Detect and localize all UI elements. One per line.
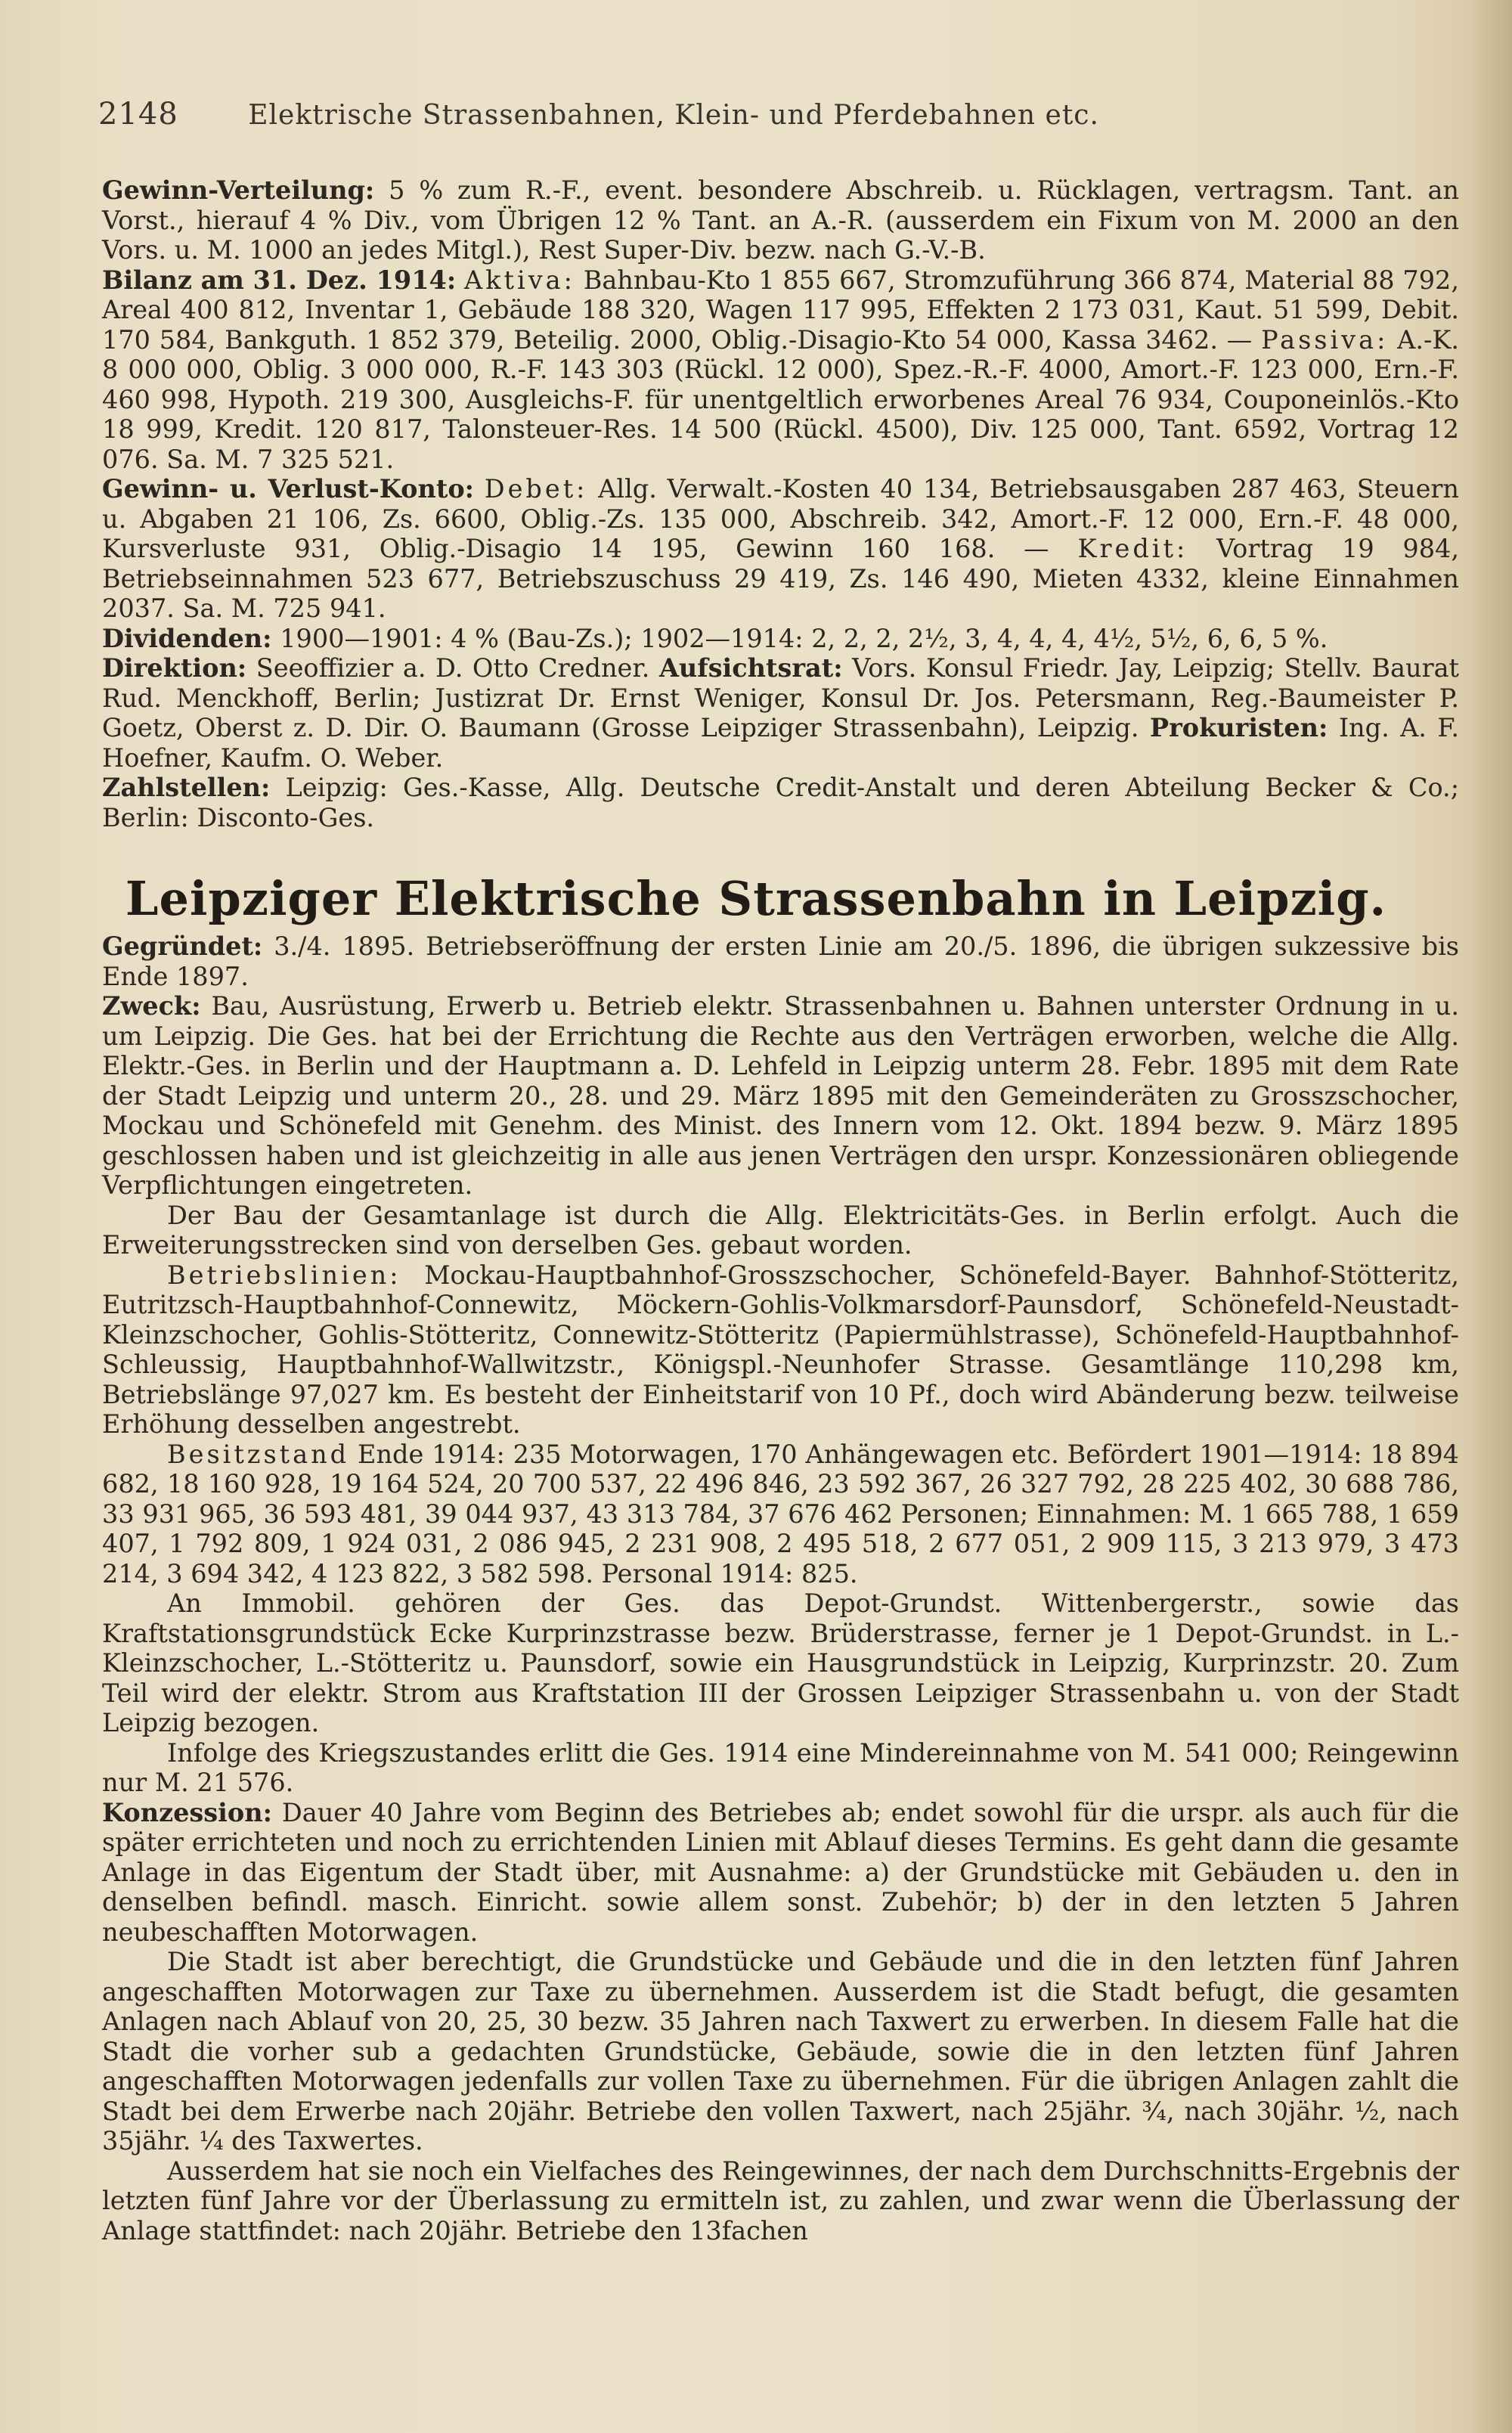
zweck-text: Bau, Ausrüstung, Erwerb u. Betrieb elektr. Strassenbahnen u. Bahnen unterster Ordnung in u. um Leipzig. Die Ges. hat bei der Errichtung die Rechte aus den Verträgen erworben, welche die Allg. Elektr.-Ges. in Berlin und der Hauptmann a. D. Lehfeld in Leipzig unterm 28. Febr. 1895 mit dem Rate der Stadt Leipzig und unterm 20., 28. und 29. März 1895 mit den Gemeinderäten zu Grosszschocher, Mockau und Schönefeld mit Genehm. des Minist. des Innern vom 12. Okt. 1894 bezw. 9. März 1895 geschlossen haben und ist gleichzeitig in alle aus jenen Verträgen den urspr. Konzessionären obliegende Verpflichtungen eingetreten. — [102, 991, 1459, 1200]
guv-debet-text: Allg. Verwalt.-Kosten 40 134, Betriebsausgaben 287 463, Steuern u. Abgaben 21 106, Zs. 6600, Oblig.-Zs. 135 000, Abschreib. 342, Amort.-F. 12 000, Ern.-F. 48 000, Kursverluste 931, Oblig.-Disagio 14 195, Gewinn 160 168. — — [102, 474, 1459, 563]
aufsichtsrat-label: Aufsichtsrat: — [658, 653, 843, 683]
bilanz-passiva-text: A.-K. 8 000 000, Oblig. 3 000 000, R.-F. 143 303 (Rückl. 12 000), Spez.-R.-F. 4000, Amort.-F. 123 000, Ern.-F. 460 998, Hypoth. 219 300, Ausgleichs-F. für unentgeltlich erworbenes Areal 76 934, Couponeinlös.-Kto 18 999, Kredit. 120 817, Talonsteuer-Res. 14 500 (Rückl. 4500), Div. 125 000, Tant. 6592, Vortrag 12 076. Sa. M. 7 325 521. — [102, 324, 1459, 474]
immobilien-paragraph: An Immobil. gehören der Ges. das Depot-Grundst. Wittenbergerstr., sowie das Kraftstationsgrundstück Ecke Kurprinzstrasse bezw. Brüderstrasse, ferner je 1 Depot-Grundst. in L.-Kleinzschocher, L.-Stötteritz u. Paunsdorf, sowie ein Hausgrundstück in Leipzig, Kurprinzstr. 20. Zum Teil wird der elektr. Strom aus Kraftstation III der Grossen Leipziger Strassenbahn u. von der Stadt Leipzig bezogen. — [102, 1588, 1459, 1737]
zahlstellen-paragraph — [102, 773, 1459, 832]
gewinn-verteilung-label: Gewinn-Verteilung: — [102, 175, 375, 205]
stadt-paragraph: Die Stadt ist aber berechtigt, die Grundstücke und Gebäude und die in den letzten fünf Jahren angeschafften Motorwagen zur Taxe zu übernehmen. Ausserdem ist die Stadt befugt, die gesamten Anlagen nach Ablauf von 20, 25, 30 bezw. 35 Jahren nach Taxwert zu erwerben. In diesem Falle hat die Stadt die vorher sub a gedachten Grundstücke, Gebäude, sowie die in den letzten fünf Jahren angeschafften Motorwagen jedenfalls zur vollen Taxe zu übernehmen. Für die übrigen Anlagen zahlt die Stadt bei dem Erwerbe nach 20jähr. Betriebe den vollen Taxwert, nach 25jähr. ¾, nach 30jähr. ½, nach 35jähr. ¼ des Taxwertes. — [102, 1947, 1459, 2156]
previous-entry — [102, 175, 1459, 832]
guv-paragraph — [102, 474, 1459, 624]
aufsichtsrat-text: Vors. Konsul Friedr. Jay, Leipzig; Stellv. Baurat Rud. Menckhoff, Berlin; Justizrat Dr. Ernst Weniger, Konsul Dr. Jos. Petersmann, Reg.-Baumeister P. Goetz, Oberst z. D. Dir. O. Baumann (Grosse Leipziger Strassenbahn), Leipzig. — [102, 653, 1460, 742]
betriebslinien-paragraph — [102, 1260, 1459, 1440]
prokuristen-label: Prokuristen: — [1149, 713, 1328, 742]
bilanz-label: Bilanz am 31. Dez. 1914: — [102, 265, 457, 295]
besitzstand-label: Besitzstand — [167, 1439, 350, 1469]
page-number: 2148 — [98, 97, 178, 132]
gegruendet-label: Gegründet: — [102, 931, 263, 961]
bau-paragraph: Der Bau der Gesamtanlage ist durch die Allg. Elektricitäts-Ges. in Berlin erfolgt. Auch die Erweiterungsstrecken sind von derselben Ges. gebaut worden. — [102, 1200, 1459, 1260]
direktion-paragraph — [102, 653, 1459, 773]
direktion-label: Direktion: — [102, 653, 247, 683]
ausserdem-paragraph: Ausserdem hat sie noch ein Vielfaches des Reingewinnes, der nach dem Durchschnitts-Ergebnis der letzten fünf Jahre vor der Überlassung zu ermitteln ist, zu zahlen, und zwar wenn die Überlassung der Anlage stattfindet: nach 20jähr. Betriebe den 13fachen — [102, 2156, 1459, 2245]
dividenden-text: 1900—1901: 4 % (Bau-Zs.); 1902—1914: 2, 2, 2, 2½, 3, 4, 4, 4, 4½, 5½, 6, 6, 5 %. — [280, 623, 1328, 653]
bilanz-aktiva-text: Bahnbau-Kto 1 855 667, Stromzuführung 366 874, Material 88 792, Areal 400 812, Inventar 1, Gebäude 188 320, Wagen 117 995, Effekten 2 173 031, Kaut. 51 599, Debit. 170 584, Bankguth. 1 852 379, Beteilig. 2000, Oblig.-Disagio-Kto 54 000, Kassa 3462. — — [102, 265, 1459, 355]
prokuristen-text: Ing. A. F. Hoefner, Kaufm. O. Weber. — [102, 713, 1460, 773]
bilanz-passiva-label: Passiva: — [1261, 324, 1389, 355]
zahlstellen-text: Leipzig: Ges.-Kasse, Allg. Deutsche Credit-Anstalt und deren Abteilung Becker & Co.; Berlin: Disconto-Ges. — [102, 773, 1459, 832]
betriebslinien-text: Mockau-Hauptbahnhof-Grosszschocher, Schönefeld-Bayer. Bahnhof-Stötteritz, Eutritzsch-Hauptbahnhof-Connewitz, Möckern-Gohlis-Volkmarsdorf-Paunsdorf, Schönefeld-Neustadt-Kleinzschocher, Gohlis-Stötteritz, Connewitz-Stötteritz (Papiermühlstrasse), Schönefeld-Hauptbahnhof-Schleussig, Hauptbahnhof-Wallwitzstr., Königspl.-Neunhofer Strasse. Gesamtlänge 110,298 km, Betriebslänge 97,027 km. Es besteht der Einheitstarif von 10 Pf., doch wird Abänderung bezw. teilweise Erhöhung desselben angestrebt. — [102, 1260, 1459, 1439]
bilanz-paragraph — [102, 265, 1459, 475]
betriebslinien-label: Betriebslinien: — [167, 1260, 401, 1290]
zweck-paragraph — [102, 991, 1459, 1201]
direktion-text: Seeoffizier a. D. Otto Credner. — [256, 653, 650, 683]
guv-kredit-label: Kredit: — [1077, 534, 1188, 563]
dividenden-paragraph — [102, 624, 1459, 654]
zahlstellen-label: Zahlstellen: — [102, 773, 271, 802]
guv-debet-label: Debet: — [484, 474, 588, 504]
besitzstand-paragraph — [102, 1440, 1459, 1589]
konzession-label: Konzession: — [102, 1797, 272, 1827]
running-header — [98, 97, 1459, 132]
page-edge-shadow — [1467, 0, 1512, 2433]
gewinn-verteilung-text: 5 % zum R.-F., event. besondere Abschreib. u. Rücklagen, vertragsm. Tant. an Vorst., hierauf 4 % Div., vom Übrigen 12 % Tant. an A.-R. (ausserdem ein Fixum von M. 2000 an den Vors. u. M. 1000 an jedes Mitgl.), Rest Super-Div. bezw. nach G.-V.-B. — [102, 175, 1460, 265]
running-title: Elektrische Strassenbahnen, Klein- und Pferdebahnen etc. — [248, 100, 1099, 131]
guv-label: Gewinn- u. Verlust-Konto: — [102, 474, 475, 504]
konzession-text: Dauer 40 Jahre vom Beginn des Betriebes ab; endet sowohl für die urspr. als auch für die später errichteten und noch zu errichtenden Linien mit Ablauf dieses Termins. Es geht dann die gesamte Anlage in das Eigentum der Stadt über, mit Ausnahme: a) der Grundstücke mit Gebäuden u. den in denselben befindl. masch. Einricht. sowie allem sonst. Zubehör; b) der in den letzten 5 Jahren neubeschafften Motorwagen. — [102, 1797, 1459, 1947]
company-entry — [102, 931, 1459, 2245]
guv-kredit-text: Vortrag 19 984, Betriebseinnahmen 523 677, Betriebszuschuss 29 419, Zs. 146 490, Mieten 4332, kleine Einnahmen 2037. Sa. M. 725 941. — [102, 534, 1460, 623]
bilanz-aktiva-label: Aktiva: — [464, 265, 575, 295]
kriegszustand-paragraph: Infolge des Kriegszustandes erlitt die Ges. 1914 eine Mindereinnahme von M. 541 000; Reingewinn nur M. 21 576. — [102, 1737, 1459, 1797]
gewinn-verteilung-paragraph — [102, 175, 1459, 265]
besitzstand-text: Ende 1914: 235 Motorwagen, 170 Anhängewagen etc. Befördert 1901—1914: 18 894 682, 18 160 928, 19 164 524, 20 700 537, 22 496 846, 23 592 367, 26 327 792, 28 225 402, 30 688 786, 33 931 965, 36 593 481, 39 044 937, 43 313 784, 37 676 462 Personen; Einnahmen: M. 1 665 788, 1 659 407, 1 792 809, 1 924 031, 2 086 945, 2 231 908, 2 495 518, 2 677 051, 2 909 115, 3 213 979, 3 473 214, 3 694 342, 4 123 822, 3 582 598. Personal 1914: 825. — [102, 1439, 1459, 1588]
company-title: Leipziger Elektrische Strassenbahn in Leipzig. — [125, 871, 1387, 926]
gegruendet-paragraph — [102, 931, 1459, 991]
konzession-paragraph — [102, 1798, 1459, 1948]
dividenden-label: Dividenden: — [102, 623, 272, 653]
zweck-label: Zweck: — [102, 991, 201, 1021]
gegruendet-text: 3./4. 1895. Betriebseröffnung der ersten Linie am 20./5. 1896, die übrigen sukzessive bis Ende 1897. — [102, 931, 1459, 991]
